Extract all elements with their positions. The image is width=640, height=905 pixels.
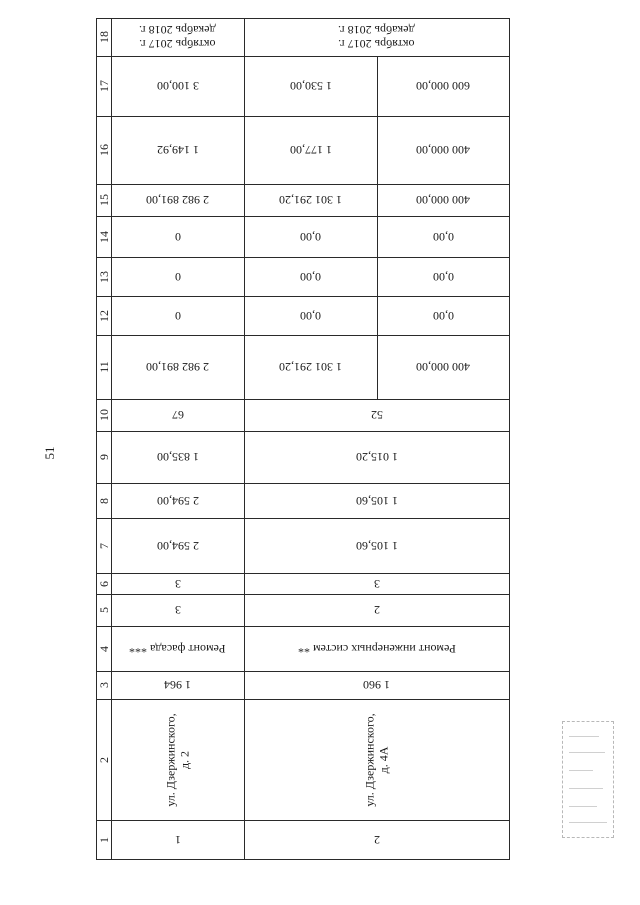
row1-col16: 1 149,92: [156, 143, 199, 157]
row1-col7: 2 594,00: [156, 538, 199, 553]
row1-col14: 0: [174, 229, 181, 244]
col-number-18: 18: [96, 31, 111, 43]
col-number-11: 11: [96, 361, 111, 373]
row2-address: ул. Дзержинского, д. 4А: [362, 712, 391, 807]
row2-number: 2: [373, 832, 380, 847]
row1-number: 1: [174, 832, 181, 847]
col-number-14: 14: [96, 230, 111, 243]
row1-col10: 67: [171, 408, 184, 422]
row2-col14-a: 0,00: [300, 229, 321, 244]
col-number-7: 7: [96, 542, 111, 549]
row2-col8: 1 105,60: [355, 493, 398, 508]
row2-col13-a: 0,00: [300, 269, 321, 284]
row2-col15-b: 400 000,00: [416, 193, 470, 207]
col-number-4: 4: [96, 645, 111, 652]
col-number-8: 8: [96, 497, 111, 504]
row2-col10: 52: [370, 408, 383, 422]
row1-col12: 0: [174, 308, 181, 323]
row1-col8: 2 594,00: [156, 493, 199, 508]
row2-col17-b: 600 000,00: [416, 79, 470, 93]
row2-col12-b: 0,00: [432, 308, 454, 323]
col-number-1: 1: [96, 836, 111, 843]
row2-col15-a: 1 301 291,20: [279, 193, 342, 207]
col-number-17: 17: [96, 80, 111, 92]
col-number-3: 3: [96, 682, 111, 688]
col-number-5: 5: [96, 607, 111, 613]
row2-col6: 3: [373, 576, 380, 591]
row2-col11-a: 1 301 291,20: [279, 360, 342, 374]
row2-col14-b: 0,00: [432, 229, 454, 244]
row1-work-type: Ремонт фасада ***: [129, 641, 226, 656]
col-number-6: 6: [96, 580, 111, 587]
row1-period: октябрь 2017 г. декабрь 2018 г.: [139, 23, 216, 51]
col-number-10: 10: [96, 409, 111, 421]
row2-col13-b: 0,00: [432, 269, 454, 284]
row2-period: октябрь 2017 г. декабрь 2018 г.: [338, 23, 415, 51]
page-number: 51: [42, 446, 57, 460]
row2-col17-a: 1 530,00: [289, 79, 332, 93]
row1-col6: 3: [174, 576, 181, 591]
row2-work-type: Ремонт инженерных систем **: [297, 641, 456, 656]
col-number-2: 2: [96, 756, 111, 763]
row1-col17: 3 100,00: [156, 79, 199, 93]
row1-col5: 3: [174, 603, 181, 617]
row1-col11: 2 982 891,00: [146, 360, 209, 374]
grid-line-right: [509, 18, 510, 860]
col-number-13: 13: [96, 270, 111, 283]
row2-col9: 1 015,20: [355, 450, 398, 464]
col-number-9: 9: [96, 454, 111, 460]
row2-col12-a: 0,00: [300, 308, 321, 323]
col-number-15: 15: [96, 194, 111, 206]
col-number-16: 16: [96, 144, 111, 156]
row2-col16-a: 1 177,00: [289, 143, 332, 157]
faint-stamp-mark: [562, 721, 614, 838]
row1-col15: 2 982 891,00: [146, 193, 209, 207]
row1-col9: 1 835,00: [156, 450, 199, 464]
row1-col13: 0: [174, 269, 181, 284]
grid-line-bottom: [96, 859, 510, 860]
row1-address: ул. Дзержинского, д. 2: [163, 712, 192, 807]
row2-col5: 2: [373, 603, 380, 617]
row2-year: 1 960: [363, 678, 390, 692]
row2-col11-b: 400 000,00: [416, 360, 470, 374]
row1-year: 1 964: [164, 678, 191, 692]
row2-col7: 1 105,60: [355, 538, 398, 553]
col-number-12: 12: [96, 309, 111, 322]
row2-col16-b: 400 000,00: [416, 143, 470, 157]
data-table: [96, 18, 510, 860]
